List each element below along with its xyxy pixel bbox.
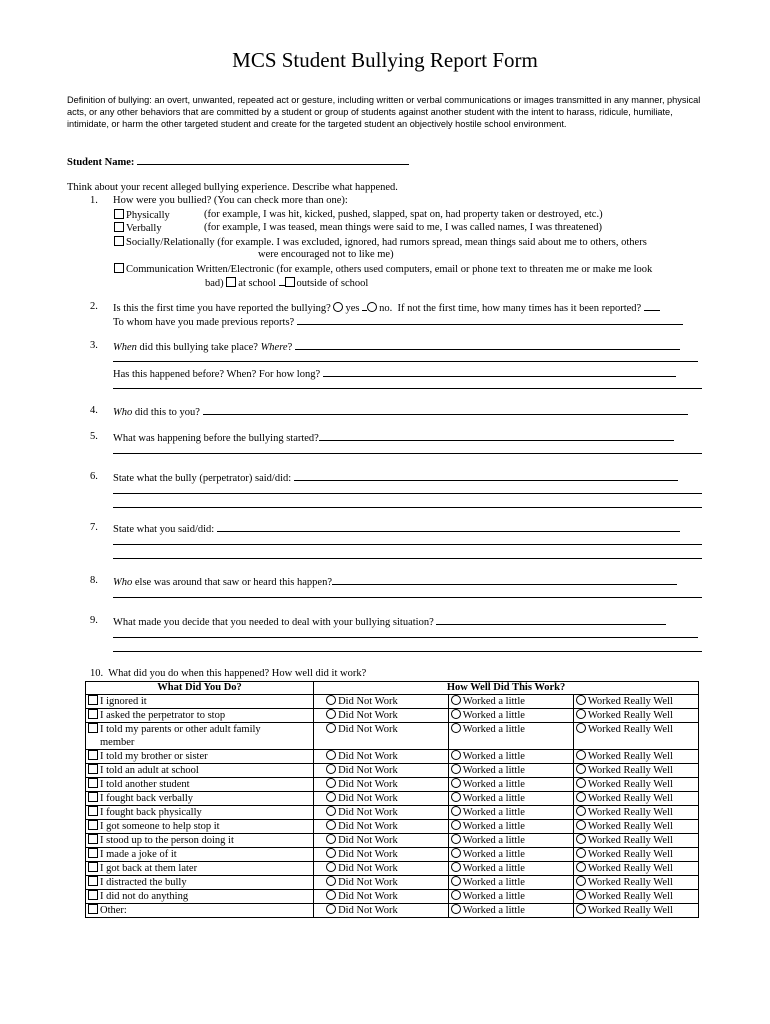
q10-text: What did you do when this happened? How well did it work? — [108, 668, 367, 679]
action-label: I made a joke of it — [100, 849, 177, 860]
rating-cell — [314, 764, 449, 778]
rating-label: Worked a little — [462, 891, 525, 902]
q10-number: 10. — [90, 668, 104, 679]
q2-text3: To whom have you made previous reports? — [113, 317, 295, 328]
rating-radio[interactable] — [326, 695, 336, 705]
no-label: no. — [379, 303, 393, 314]
rating-cell — [448, 695, 573, 709]
rating-cell — [573, 820, 698, 834]
q1-text: How were you bullied? (You can check more than one): — [113, 195, 348, 206]
q2-text2: If not the first time, how many times has it been reported? — [397, 303, 642, 314]
physically-desc: (for example, I was hit, kicked, pushed, slapped, spat on, had property taken or destroyed, etc.) — [204, 209, 603, 220]
rating-radio[interactable] — [576, 709, 586, 719]
table-row — [86, 695, 699, 709]
rating-cell — [314, 848, 449, 862]
rating-cell — [573, 764, 698, 778]
rating-cell — [314, 778, 449, 792]
rating-cell — [448, 890, 573, 904]
q1-number: 1. — [90, 195, 98, 206]
rating-radio[interactable] — [326, 876, 336, 886]
action-checkbox[interactable] — [88, 750, 98, 760]
student-name-field[interactable] — [137, 155, 409, 165]
action-cell — [86, 820, 314, 834]
communication-desc: (for example, others used computers, email or phone text to threaten me or make me look — [276, 264, 653, 275]
q3-text2: Has this happened before? When? For how long? — [113, 369, 321, 380]
rating-label: Worked a little — [462, 710, 525, 721]
rating-radio[interactable] — [576, 750, 586, 760]
rating-cell — [573, 862, 698, 876]
action-cell — [86, 876, 314, 890]
q7-extra-line-2[interactable] — [113, 558, 702, 559]
rating-label: Worked a little — [462, 793, 525, 804]
rating-radio[interactable] — [326, 862, 336, 872]
rating-radio[interactable] — [451, 792, 461, 802]
rating-radio[interactable] — [576, 792, 586, 802]
action-cell — [86, 904, 314, 918]
q6-row — [113, 471, 678, 484]
rating-cell — [448, 904, 573, 918]
action-label: I fought back verbally — [100, 793, 194, 804]
rating-label: Worked Really Well — [587, 807, 673, 818]
rating-label: Worked a little — [462, 905, 525, 916]
rating-cell — [448, 764, 573, 778]
rating-cell — [314, 904, 449, 918]
action-cell — [86, 848, 314, 862]
action-cell — [86, 834, 314, 848]
rating-label: Worked Really Well — [587, 765, 673, 776]
rating-cell — [314, 834, 449, 848]
rating-cell — [314, 709, 449, 723]
action-cell — [86, 764, 314, 778]
yes-label: yes — [345, 303, 360, 314]
rating-label: Did Not Work — [338, 710, 398, 721]
rating-radio[interactable] — [326, 709, 336, 719]
q9-row — [113, 615, 666, 628]
rating-radio[interactable] — [451, 820, 461, 830]
rating-radio[interactable] — [576, 806, 586, 816]
action-checkbox[interactable] — [88, 890, 98, 900]
rating-radio[interactable] — [576, 695, 586, 705]
rating-radio[interactable] — [576, 834, 586, 844]
rating-label: Worked Really Well — [587, 793, 673, 804]
rating-cell — [573, 890, 698, 904]
action-label: I got back at them later — [100, 863, 198, 874]
action-label: I told my brother or sister — [100, 751, 208, 762]
verbally-desc: (for example, I was teased, mean things were said to me, I was called names, I was threatened) — [204, 222, 602, 233]
rating-label: Worked Really Well — [587, 710, 673, 721]
table-row — [86, 820, 699, 834]
rating-cell — [448, 820, 573, 834]
rating-label: Did Not Work — [338, 765, 398, 776]
q5-row — [113, 431, 674, 444]
q8-number: 8. — [90, 575, 98, 586]
social-checkbox[interactable] — [114, 236, 124, 246]
action-cell — [86, 723, 314, 750]
bullying-definition: Definition of bullying: an overt, unwanted, repeated act or gesture, including written or verbal communications or images transmitted in any manner, physical acts, or any other behaviors that are committed by a student or group of students against another student with the intent to harass, ridicule, humiliate, intimidate, or harm the other targeted student and create for the targeted student an objectively hostile school environment. — [67, 95, 701, 129]
rating-radio[interactable] — [326, 792, 336, 802]
rating-radio[interactable] — [451, 764, 461, 774]
q3-row — [113, 340, 680, 353]
q10-row — [90, 668, 366, 679]
rating-label: Did Not Work — [338, 821, 398, 832]
times-reported-field[interactable] — [644, 301, 660, 311]
rating-radio[interactable] — [451, 848, 461, 858]
rating-radio[interactable] — [576, 764, 586, 774]
q3-number: 3. — [90, 340, 98, 351]
action-label-cont: member — [100, 737, 135, 748]
q1-option-social — [114, 236, 647, 248]
q2-text: Is this the first time you have reported the bullying? — [113, 303, 331, 314]
action-label: I did not do anything — [100, 891, 189, 902]
rating-label: Did Not Work — [338, 905, 398, 916]
q3-when: When — [113, 342, 137, 353]
action-cell — [86, 890, 314, 904]
rating-label: Worked Really Well — [587, 849, 673, 860]
rating-cell — [314, 862, 449, 876]
rating-radio[interactable] — [576, 778, 586, 788]
q3-row2 — [113, 367, 676, 380]
witnesses-field[interactable] — [332, 575, 677, 585]
rating-label: Worked Really Well — [587, 891, 673, 902]
rating-label: Worked Really Well — [587, 863, 673, 874]
social-label: Socially/Relationally — [126, 237, 215, 248]
q5-extra-line[interactable] — [113, 453, 702, 454]
action-checkbox[interactable] — [88, 904, 98, 914]
action-checkbox[interactable] — [88, 764, 98, 774]
q7-row — [113, 522, 680, 535]
rating-cell — [448, 778, 573, 792]
bully-said-field[interactable] — [294, 471, 678, 481]
q6-extra-line[interactable] — [113, 493, 702, 494]
rating-cell — [573, 778, 698, 792]
rating-label: Worked a little — [462, 863, 525, 874]
rating-cell — [314, 876, 449, 890]
q9-number: 9. — [90, 615, 98, 626]
q4-number: 4. — [90, 405, 98, 416]
q2-number: 2. — [90, 301, 98, 312]
rating-label: Worked Really Well — [587, 821, 673, 832]
q8-extra-line[interactable] — [113, 597, 702, 598]
at-school-checkbox[interactable] — [226, 277, 236, 287]
table-row — [86, 890, 699, 904]
rating-cell — [448, 792, 573, 806]
rating-cell — [573, 848, 698, 862]
action-cell — [86, 792, 314, 806]
rating-radio[interactable] — [451, 862, 461, 872]
q6-extra-line-2[interactable] — [113, 507, 702, 508]
table-row — [86, 778, 699, 792]
rating-label: Worked a little — [462, 696, 525, 707]
rating-label: Worked a little — [462, 779, 525, 790]
action-cell — [86, 778, 314, 792]
rating-cell — [314, 750, 449, 764]
q3-qmark: ? — [287, 342, 293, 353]
rating-radio[interactable] — [326, 723, 336, 733]
rating-label: Worked Really Well — [587, 905, 673, 916]
action-label: I asked the perpetrator to stop — [100, 710, 226, 721]
page-title: MCS Student Bullying Report Form — [232, 48, 538, 72]
rating-label: Worked Really Well — [587, 696, 673, 707]
rating-radio[interactable] — [326, 904, 336, 914]
outside-school-checkbox[interactable] — [285, 277, 295, 287]
previous-reports-field[interactable] — [297, 315, 683, 325]
rating-label: Worked Really Well — [587, 779, 673, 790]
rating-cell — [448, 806, 573, 820]
rating-cell — [573, 723, 698, 750]
intro-text: Think about your recent alleged bullying experience. Describe what happened. — [67, 182, 398, 193]
rating-radio[interactable] — [326, 890, 336, 900]
action-checkbox[interactable] — [88, 806, 98, 816]
rating-label: Did Not Work — [338, 807, 398, 818]
rating-label: Worked Really Well — [587, 835, 673, 846]
rating-label: Did Not Work — [338, 877, 398, 888]
action-label: I told an adult at school — [100, 765, 199, 776]
rating-cell — [573, 792, 698, 806]
rating-cell — [314, 890, 449, 904]
rating-cell — [573, 806, 698, 820]
rating-cell — [314, 723, 449, 750]
verbally-checkbox[interactable] — [114, 222, 124, 232]
action-checkbox[interactable] — [88, 695, 98, 705]
when-where-field[interactable] — [295, 340, 680, 350]
rating-label: Worked a little — [462, 807, 525, 818]
table-row — [86, 862, 699, 876]
action-label: I got someone to help stop it — [100, 821, 220, 832]
communication-label: Communication Written/Electronic — [126, 264, 274, 275]
rating-cell — [314, 792, 449, 806]
q6-text: State what the bully (perpetrator) said/did: — [113, 473, 292, 484]
q2-row — [113, 301, 660, 314]
rating-label: Worked Really Well — [587, 877, 673, 888]
q8-text: else was around that saw or heard this happen? — [134, 577, 332, 588]
rating-cell — [314, 695, 449, 709]
action-checkbox[interactable] — [88, 820, 98, 830]
q8-who: Who — [113, 577, 133, 588]
yes-radio[interactable] — [333, 302, 343, 312]
rating-cell — [448, 862, 573, 876]
q1-option-physically — [114, 209, 170, 221]
rating-cell — [448, 723, 573, 750]
rating-cell — [573, 695, 698, 709]
student-name-label: Student Name: — [67, 157, 135, 168]
q4-row — [113, 405, 688, 418]
rating-label: Did Not Work — [338, 751, 398, 762]
q7-extra-line[interactable] — [113, 544, 702, 545]
happened-before-field[interactable] — [323, 367, 676, 377]
rating-label: Did Not Work — [338, 793, 398, 804]
rating-radio[interactable] — [326, 820, 336, 830]
table-row — [86, 709, 699, 723]
q5-number: 5. — [90, 431, 98, 442]
physically-label: Physically — [126, 210, 170, 221]
q8-row — [113, 575, 677, 588]
rating-cell — [448, 750, 573, 764]
q7-text: State what you said/did: — [113, 524, 215, 535]
table-row — [86, 764, 699, 778]
verbally-label: Verbally — [126, 223, 162, 234]
table-row — [86, 723, 699, 750]
social-desc-cont: were encouraged not to like me) — [258, 249, 394, 260]
action-checkbox[interactable] — [88, 723, 98, 733]
rating-label: Did Not Work — [338, 779, 398, 790]
table-row — [86, 806, 699, 820]
q3-where: Where — [260, 342, 288, 353]
rating-label: Did Not Work — [338, 863, 398, 874]
rating-radio[interactable] — [576, 890, 586, 900]
rating-radio[interactable] — [451, 750, 461, 760]
rating-radio[interactable] — [576, 862, 586, 872]
action-checkbox[interactable] — [88, 834, 98, 844]
rating-label: Did Not Work — [338, 849, 398, 860]
rating-label: Worked a little — [462, 751, 525, 762]
rating-radio[interactable] — [576, 723, 586, 733]
q7-number: 7. — [90, 522, 98, 533]
social-desc: (for example. I was excluded, ignored, had rumors spread, mean things said about me to others, others — [217, 237, 647, 248]
who-field[interactable] — [203, 405, 688, 415]
action-label: I told another student — [100, 779, 190, 790]
rating-cell — [448, 848, 573, 862]
rating-radio[interactable] — [326, 764, 336, 774]
communication-desc-cont: bad) — [205, 278, 224, 289]
q9-extra-line-2[interactable] — [113, 651, 702, 652]
table-row — [86, 848, 699, 862]
rating-label: Did Not Work — [338, 724, 398, 735]
action-label: I stood up to the person doing it — [100, 835, 234, 846]
rating-radio[interactable] — [451, 834, 461, 844]
rating-cell — [314, 806, 449, 820]
rating-label: Worked a little — [462, 765, 525, 776]
rating-radio[interactable] — [326, 848, 336, 858]
rating-label: Worked a little — [462, 821, 525, 832]
rating-label: Worked a little — [462, 835, 525, 846]
q3-text: did this bullying take place? — [139, 342, 258, 353]
action-cell — [86, 750, 314, 764]
rating-cell — [573, 834, 698, 848]
rating-label: Did Not Work — [338, 696, 398, 707]
at-school-label: at school — [238, 278, 276, 289]
q3-extra-line[interactable] — [113, 361, 698, 362]
rating-label: Worked a little — [462, 877, 525, 888]
student-name-row — [67, 155, 409, 168]
rating-radio[interactable] — [451, 778, 461, 788]
rating-cell — [448, 834, 573, 848]
action-checkbox[interactable] — [88, 792, 98, 802]
q1-option-verbally — [114, 222, 162, 234]
rating-radio[interactable] — [451, 890, 461, 900]
q9-text: What made you decide that you needed to deal with your bullying situation? — [113, 617, 434, 628]
physically-checkbox[interactable] — [114, 209, 124, 219]
rating-label: Did Not Work — [338, 891, 398, 902]
action-cell — [86, 862, 314, 876]
action-label: Other: — [100, 905, 127, 916]
outside-school-label: outside of school — [296, 278, 369, 289]
rating-radio[interactable] — [451, 876, 461, 886]
q9-extra-line[interactable] — [113, 637, 698, 638]
action-label: I told my parents or other adult family — [100, 724, 261, 735]
response-table-body — [86, 695, 699, 918]
rating-cell — [448, 709, 573, 723]
communication-location-row — [205, 276, 368, 289]
rating-radio[interactable] — [451, 695, 461, 705]
col-action-header: What Did You Do? — [86, 682, 314, 695]
table-row — [86, 834, 699, 848]
rating-cell — [314, 820, 449, 834]
rating-label: Worked Really Well — [587, 751, 673, 762]
q1-option-communication — [114, 263, 652, 275]
rating-cell — [573, 750, 698, 764]
action-checkbox[interactable] — [88, 848, 98, 858]
action-label: I distracted the bully — [100, 877, 187, 888]
action-checkbox[interactable] — [88, 862, 98, 872]
action-cell — [86, 695, 314, 709]
action-checkbox[interactable] — [88, 876, 98, 886]
rating-cell — [573, 904, 698, 918]
rating-label: Worked a little — [462, 724, 525, 735]
rating-radio[interactable] — [326, 834, 336, 844]
rating-radio[interactable] — [576, 820, 586, 830]
rating-radio[interactable] — [451, 709, 461, 719]
q6-number: 6. — [90, 471, 98, 482]
rating-radio[interactable] — [576, 848, 586, 858]
rating-cell — [573, 709, 698, 723]
rating-radio[interactable] — [576, 876, 586, 886]
q5-text: What was happening before the bullying started? — [113, 433, 319, 444]
you-said-field[interactable] — [217, 522, 680, 532]
no-radio[interactable] — [367, 302, 377, 312]
action-cell — [86, 709, 314, 723]
rating-cell — [448, 876, 573, 890]
rating-radio[interactable] — [576, 904, 586, 914]
table-row — [86, 792, 699, 806]
rating-label: Worked a little — [462, 849, 525, 860]
rating-radio[interactable] — [326, 806, 336, 816]
action-checkbox[interactable] — [88, 778, 98, 788]
table-row — [86, 904, 699, 918]
q3-extra-line-2[interactable] — [113, 388, 702, 389]
q2-row2 — [113, 315, 683, 328]
decide-field[interactable] — [436, 615, 666, 625]
rating-radio[interactable] — [451, 904, 461, 914]
action-checkbox[interactable] — [88, 709, 98, 719]
before-bullying-field[interactable] — [319, 431, 674, 441]
q4-text: did this to you? — [134, 407, 200, 418]
response-table — [85, 681, 699, 918]
rating-radio[interactable] — [326, 778, 336, 788]
rating-cell — [573, 876, 698, 890]
col-rating-header: How Well Did This Work? — [314, 682, 699, 695]
table-row — [86, 876, 699, 890]
action-label: I ignored it — [100, 696, 147, 707]
rating-radio[interactable] — [326, 750, 336, 760]
action-label: I fought back physically — [100, 807, 202, 818]
rating-label: Did Not Work — [338, 835, 398, 846]
action-cell — [86, 806, 314, 820]
rating-radio[interactable] — [451, 723, 461, 733]
rating-radio[interactable] — [451, 806, 461, 816]
table-row — [86, 750, 699, 764]
table-header-row — [86, 682, 699, 695]
communication-checkbox[interactable] — [114, 263, 124, 273]
q4-who: Who — [113, 407, 133, 418]
rating-label: Worked Really Well — [587, 724, 673, 735]
